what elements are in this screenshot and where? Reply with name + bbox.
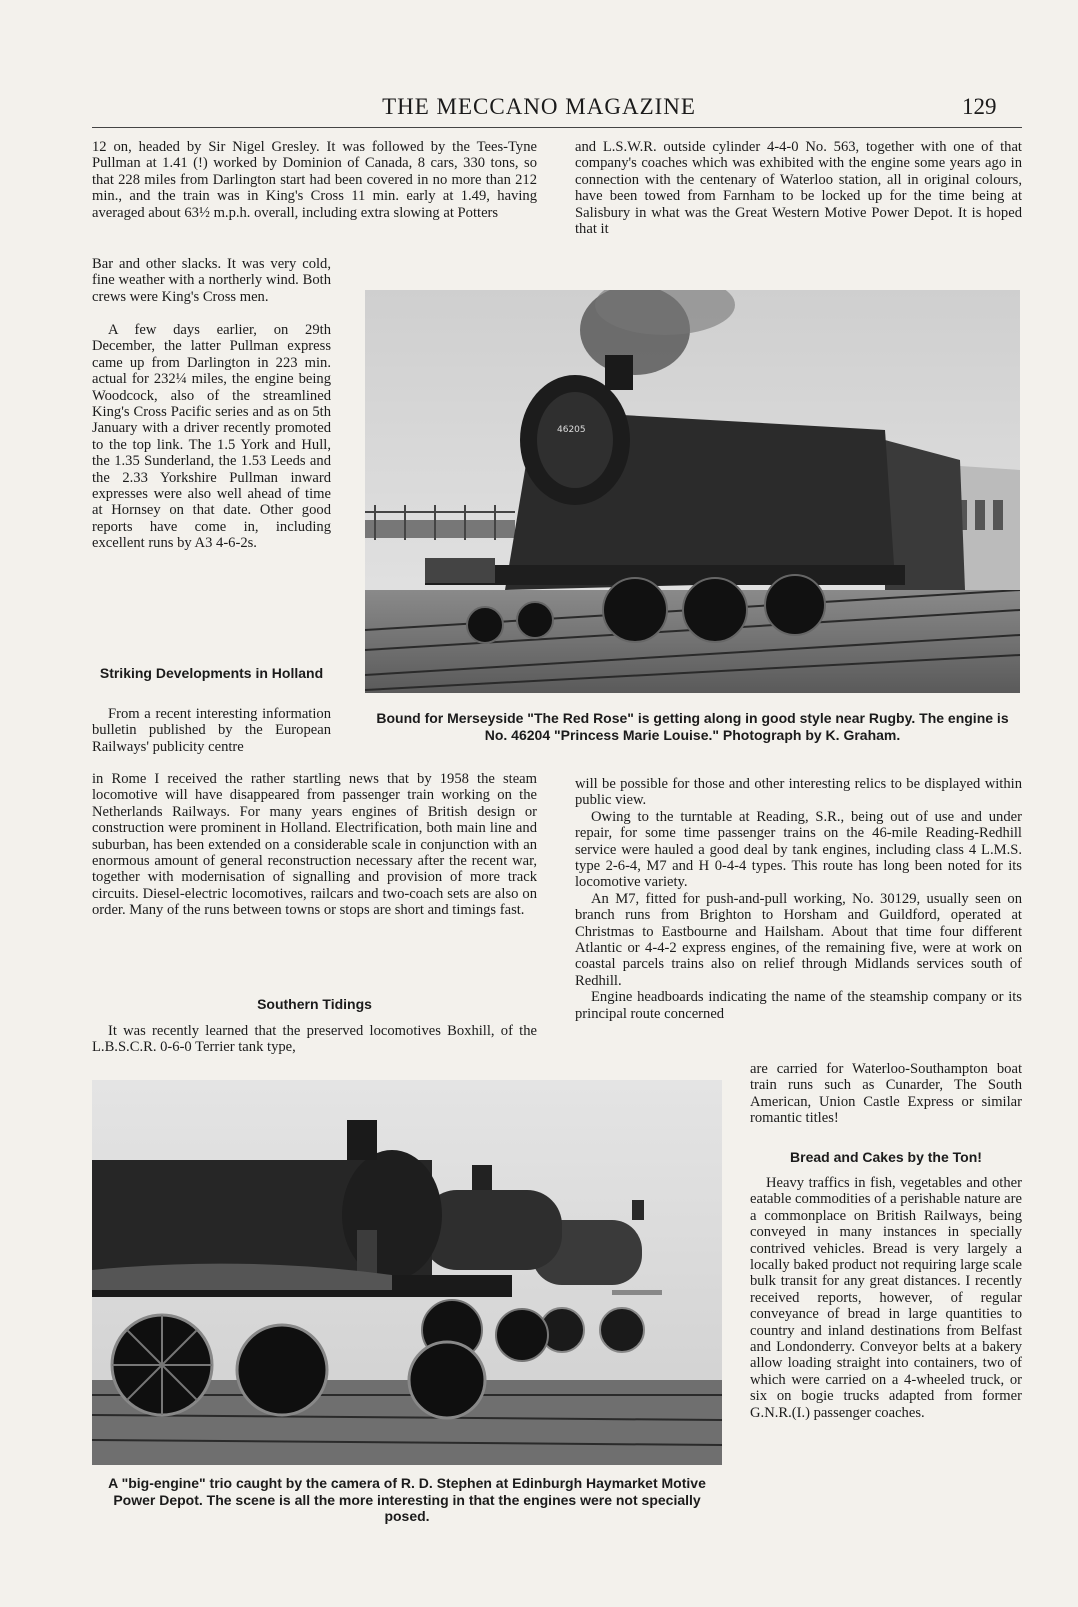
caption-red-rose: Bound for Merseyside "The Red Rose" is getting along in good style near Rugby. The engine is No. 46204 "Princess Marie Louise." Photograph by K. Graham. — [376, 710, 1009, 743]
subhead-southern: Southern Tidings — [257, 996, 372, 1012]
para-bread: Heavy traffics in fish, vegetables and other eatable commodities of a perishable nature are a commonplace on British Railways, being conveyed in many instances in specially contrived vehicles. Bread is very largely a locally baked product not requiring large scale bulk transit for any great distances. I recently received reports, however, of regular conveyance of bread in large quantities to country and inland destinations from Belfast and Londonderry. Conveyor belts at a bakery allow loading straight into containers, two of which were carried on a 4-wheeled truck, or six on bogie trucks adapted from former G.N.R.(I.) passenger coaches. — [750, 1175, 1022, 1421]
photo-haymarket-trio — [92, 1080, 722, 1465]
caption-haymarket: A "big-engine" trio caught by the camera of R. D. Stephen at Edinburgh Haymarket Motive Power Depot. The scene is all the more interesting in that the engines were not specially posed. — [108, 1475, 706, 1524]
para-holland-intro: From a recent interesting information bulletin published by the European Railways' publicity centre — [92, 706, 331, 755]
para-lswr: and L.S.W.R. outside cylinder 4-4-0 No. 563, together with one of that company's coaches which was exhibited with the engine some years ago in connection with the centenary of Waterloo station, all in original colours, have been towed from Farnham to be locked up for the time being at Salisbury in what was the Great Western Motive Power Depot. It is hoped that it — [575, 139, 1022, 238]
para-relics: will be possible for those and other interesting relics to be displayed within public view. Owing to the turntable at Reading, S.R., being out of use and under repair, for some time passenger trains on the 46-mile Reading-Redhill service were hauled a good deal by tank engines, including class 4 L.M.S. type 2-6-4, M7 and H 0-4-4 types. This route has long been noted for its locomotive variety. An M7, fitted for push-and-pull working, No. 30129, usually seen on branch runs from Brighton to Horsham and Guildford, operated at Christmas to Eastbourne and Hailsham. About that time four different Atlantic or 4-4-2 express engines, of the remaining five, were at work on coastal parcels trains also on relief through Midlands services south of Redhill. Engine headboards indicating the name of the steamship company or its principal route concerned — [575, 776, 1022, 1022]
subhead-holland: Striking Developments in Holland — [99, 665, 324, 681]
para-holland-news: in Rome I received the rather startling news that by 1958 the steam locomotive will have disappeared from passenger train working on the Netherlands Railways. For many years engines of British design or construction were prominent in Holland. Electrification, both main line and suburban, has been extended on a considerable scale in conjunction with an enormous amount of general reconstruction necessary after the recent war, together with modernisation of signalling and provision of more track circuits. Diesel-electric locomotives, railcars and two-coach sets are also on order. Many of the runs between towns or stops are short and timings fast. — [92, 771, 537, 919]
para-gresley: 12 on, headed by Sir Nigel Gresley. It was followed by the Tees-Tyne Pullman at 1.41 (!) worked by Dominion of Canada, 8 cars, 330 tons, so that 228 miles from Darlington start had been covered in no more than 212 min., and the train was in King's Cross 11 min. early at 1.49, having averaged about 63½ m.p.h. overall, including extra slowing at Potters — [92, 139, 537, 221]
para-woodcock: A few days earlier, on 29th December, the latter Pullman express came up from Darlington in 223 min. actual for 232¼ miles, the engine being Woodcock, also of the streamlined King's Cross Pacific series and as on 5th January with a driver recently promoted to the top link. The 1.5 York and Hull, the 1.35 Sunderland, the 1.53 Leeds and the 2.33 Yorkshire Pullman inward expresses were also well ahead of time at Hornsey on that date. Other good reports have come in, including excellent runs by A3 4-6-2s. — [92, 322, 331, 552]
magazine-title: THE MECCANO MAGAZINE — [382, 94, 696, 119]
photo-red-rose — [365, 290, 1020, 693]
page-number: 129 — [962, 94, 997, 119]
smokebox-number: 46205 — [557, 425, 586, 435]
subhead-bread: Bread and Cakes by the Ton! — [790, 1149, 982, 1165]
para-preserved: It was recently learned that the preserved locomotives Boxhill, of the L.B.S.C.R. 0-6-0 Terrier tank type, — [92, 1023, 537, 1056]
header-rule — [92, 127, 1022, 128]
para-cold-weather: Bar and other slacks. It was very cold, fine weather with a northerly wind. Both crews were King's Cross men. — [92, 256, 331, 305]
para-boat-trains: are carried for Waterloo-Southampton boat train runs such as Cunarder, The South American, Union Castle Express or similar romantic titles! — [750, 1061, 1022, 1127]
